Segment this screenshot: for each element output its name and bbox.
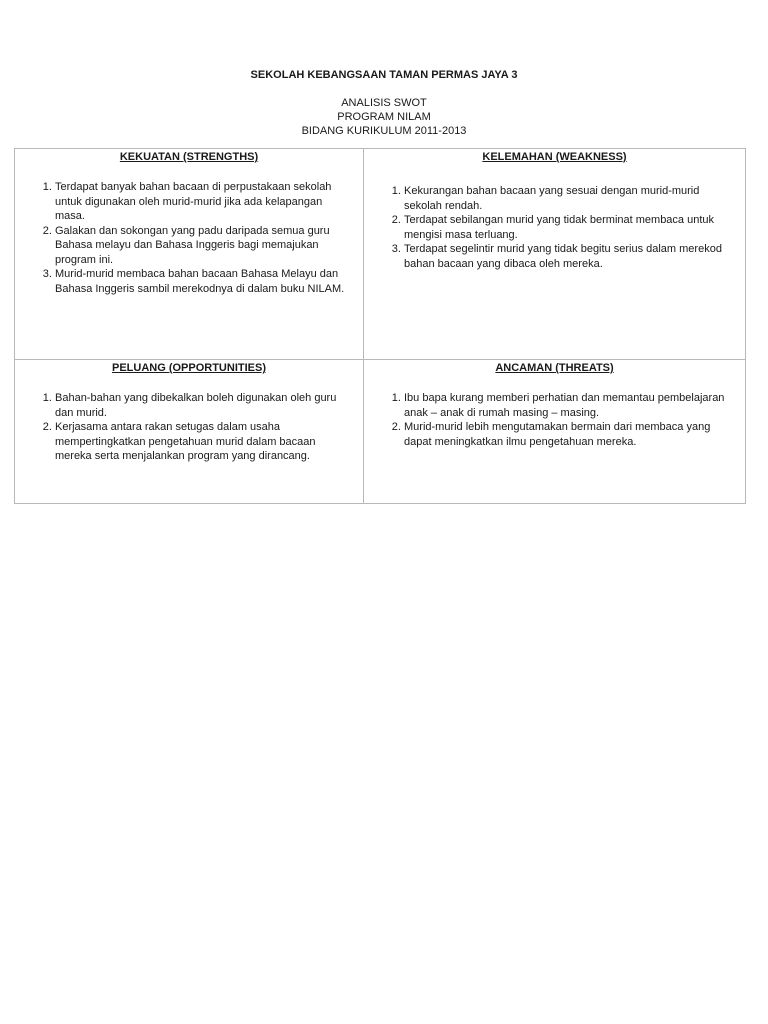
list-item: 3. Terdapat segelintir murid yang tidak begitu serius dalam merekod bahan bacaan yang dibaca oleh mereka. (404, 242, 745, 271)
weakness-title: KELEMAHAN (WEAKNESS) (482, 151, 627, 163)
opportunities-cell (15, 360, 364, 504)
swot-row-internal (15, 149, 746, 360)
school-name: SEKOLAH KEBANGSAAN TAMAN PERMAS JAYA 3 (250, 69, 518, 81)
list-item: 1. Kekurangan bahan bacaan yang sesuai dengan murid-murid sekolah rendah. (404, 184, 745, 213)
threats-list (364, 391, 745, 449)
header-subtitle-analysis: ANALISIS SWOT (341, 97, 427, 109)
threats-cell (364, 360, 746, 504)
list-item: 2. Galakan dan sokongan yang padu daripada semua guru Bahasa melayu dan Bahasa Inggeris bagi memajukan program ini. (55, 224, 363, 268)
opportunities-list (15, 391, 363, 464)
document-header (0, 68, 768, 138)
list-item: 2. Murid-murid lebih mengutamakan bermain dari membaca yang dapat meningkatkan ilmu pengetahuan mereka. (404, 420, 745, 449)
threats-title: ANCAMAN (THREATS) (495, 362, 614, 374)
list-item: 1. Ibu bapa kurang memberi perhatian dan memantau pembelajaran anak – anak di rumah masing – masing. (404, 391, 745, 420)
opportunities-title: PELUANG (OPPORTUNITIES) (111, 362, 266, 374)
list-item: 3. Murid-murid membaca bahan bacaan Bahasa Melayu dan Bahasa Inggeris sambil merekodnya di dalam buku NILAM. (55, 267, 363, 296)
list-item: 1. Terdapat banyak bahan bacaan di perpustakaan sekolah untuk digunakan oleh murid-murid jika ada kelapangan masa. (55, 180, 363, 224)
strengths-title: KEKUATAN (STRENGTHS) (119, 151, 259, 163)
header-subtitle-field: BIDANG KURIKULUM 2011-2013 (301, 125, 467, 137)
list-item: 2. Kerjasama antara rakan setugas dalam usaha mempertingkatkan pengetahuan murid dalam bacaan mereka serta menjalankan program yang dirancang. (55, 420, 363, 464)
swot-table (14, 148, 746, 504)
list-item: 2. Terdapat sebilangan murid yang tidak berminat membaca untuk mengisi masa terluang. (404, 213, 745, 242)
list-item: 1. Bahan-bahan yang dibekalkan boleh digunakan oleh guru dan murid. (55, 391, 363, 420)
weakness-cell (364, 149, 746, 360)
swot-row-external (15, 360, 746, 504)
strengths-list (15, 180, 363, 296)
header-subtitle-program: PROGRAM NILAM (337, 111, 431, 123)
weakness-list (364, 184, 745, 271)
strengths-cell (15, 149, 364, 360)
